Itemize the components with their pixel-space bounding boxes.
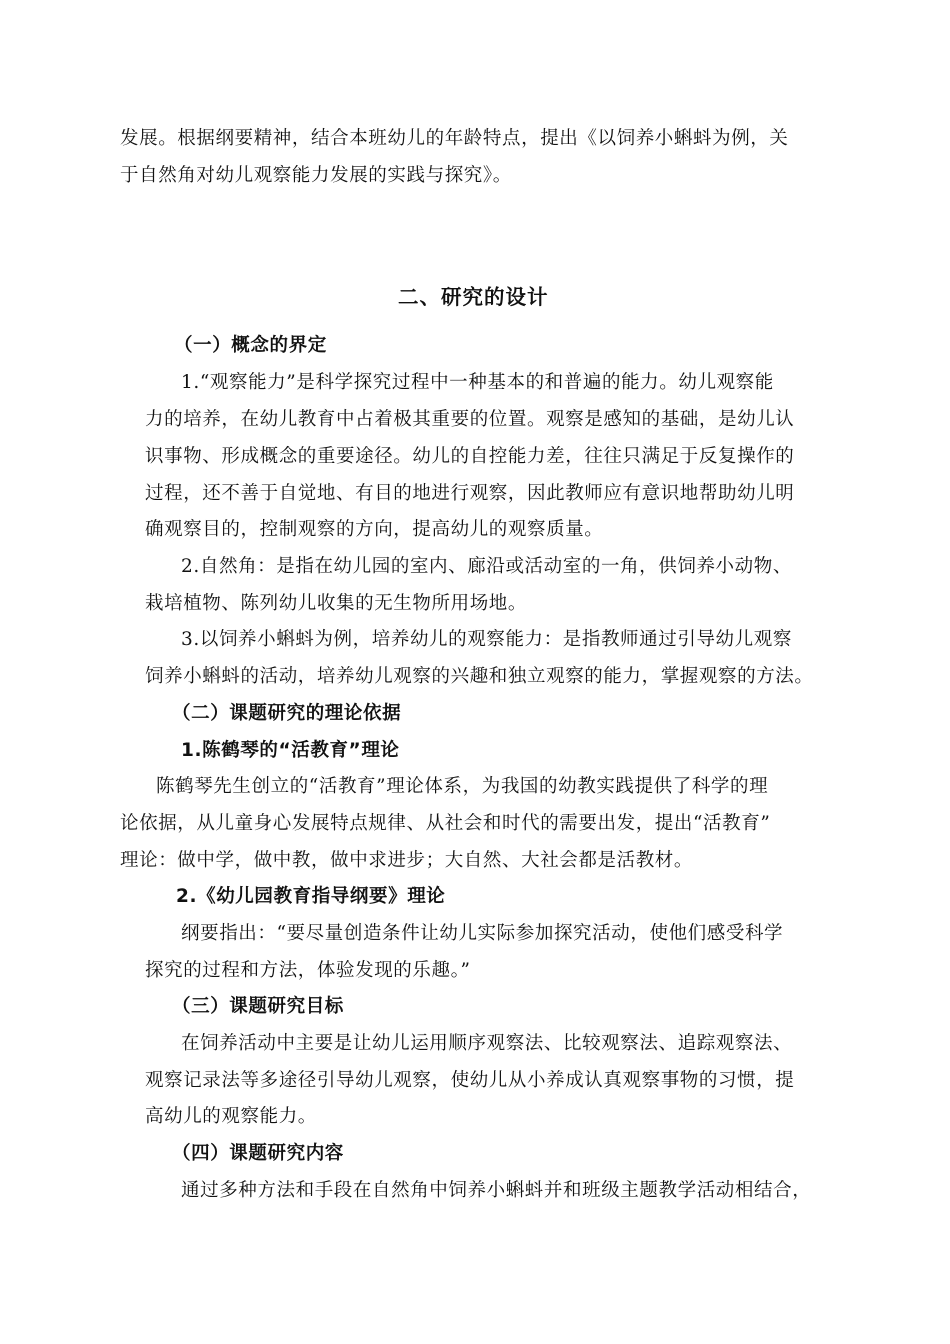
paragraph-line: 确观察目的，控制观察的方向，提高幼儿的观察质量。 bbox=[145, 519, 604, 540]
paragraph-line: 过程，还不善于自觉地、有目的地进行观察，因此教师应有意识地帮助幼儿明 bbox=[145, 483, 795, 504]
paragraph-line: 识事物、形成概念的重要途径。幼儿的自控能力差，往往只满足于反复操作的 bbox=[145, 446, 795, 467]
subsection-heading: （三）课题研究目标 bbox=[172, 996, 344, 1017]
paragraph-line: 纲要指出：“要尽量创造条件让幼儿实际参加探究活动，使他们感受科学 bbox=[181, 923, 784, 944]
theory-heading: 2.《幼儿园教育指导纲要》理论 bbox=[176, 886, 446, 907]
paragraph-line: 饲养小蝌蚪的活动，培养幼儿观察的兴趣和独立观察的能力，掌握观察的方法。 bbox=[145, 666, 814, 687]
theory-heading: 1.陈鹤琴的“活教育”理论 bbox=[181, 740, 400, 761]
paragraph-line: 论依据，从儿童身心发展特点规律、从社会和时代的需要出发，提出“活教育” bbox=[120, 813, 771, 834]
paragraph-line: 陈鹤琴先生创立的“活教育”理论体系，为我国的幼教实践提供了科学的理 bbox=[156, 776, 769, 797]
paragraph-line: 在饲养活动中主要是让幼儿运用顺序观察法、比较观察法、追踪观察法、 bbox=[181, 1033, 793, 1054]
paragraph-line: 1.“观察能力”是科学探究过程中一种基本的和普遍的能力。幼儿观察能 bbox=[181, 372, 774, 393]
paragraph-line: 通过多种方法和手段在自然角中饲养小蝌蚪并和班级主题教学活动相结合， bbox=[181, 1180, 812, 1201]
paragraph-line: 3.以饲养小蝌蚪为例，培养幼儿的观察能力：是指教师通过引导幼儿观察 bbox=[181, 629, 792, 650]
paragraph-line: 探究的过程和方法，体验发现的乐趣。” bbox=[145, 960, 471, 981]
subsection-heading: （一）概念的界定 bbox=[174, 335, 327, 356]
section-title: 二、研究的设计 bbox=[398, 285, 549, 309]
subsection-heading: （四）课题研究内容 bbox=[172, 1143, 344, 1164]
intro-line: 发展。根据纲要精神，结合本班幼儿的年龄特点，提出《以饲养小蝌蚪为例，关 bbox=[120, 128, 789, 149]
paragraph-line: 理论：做中学，做中教，做中求进步；大自然、大社会都是活教材。 bbox=[120, 850, 694, 871]
subsection-heading: （二）课题研究的理论依据 bbox=[172, 703, 402, 724]
intro-line: 于自然角对幼儿观察能力发展的实践与探究》。 bbox=[120, 165, 512, 186]
paragraph-line: 高幼儿的观察能力。 bbox=[145, 1106, 317, 1127]
paragraph-line: 力的培养，在幼儿教育中占着极其重要的位置。观察是感知的基础，是幼儿认 bbox=[145, 409, 795, 430]
paragraph-line: 栽培植物、陈列幼儿收集的无生物所用场地。 bbox=[145, 593, 528, 614]
paragraph-line: 观察记录法等多途径引导幼儿观察，使幼儿从小养成认真观察事物的习惯，提 bbox=[145, 1070, 795, 1091]
paragraph-line: 2.自然角：是指在幼儿园的室内、廊沿或活动室的一角，供饲养小动物、 bbox=[181, 556, 792, 577]
